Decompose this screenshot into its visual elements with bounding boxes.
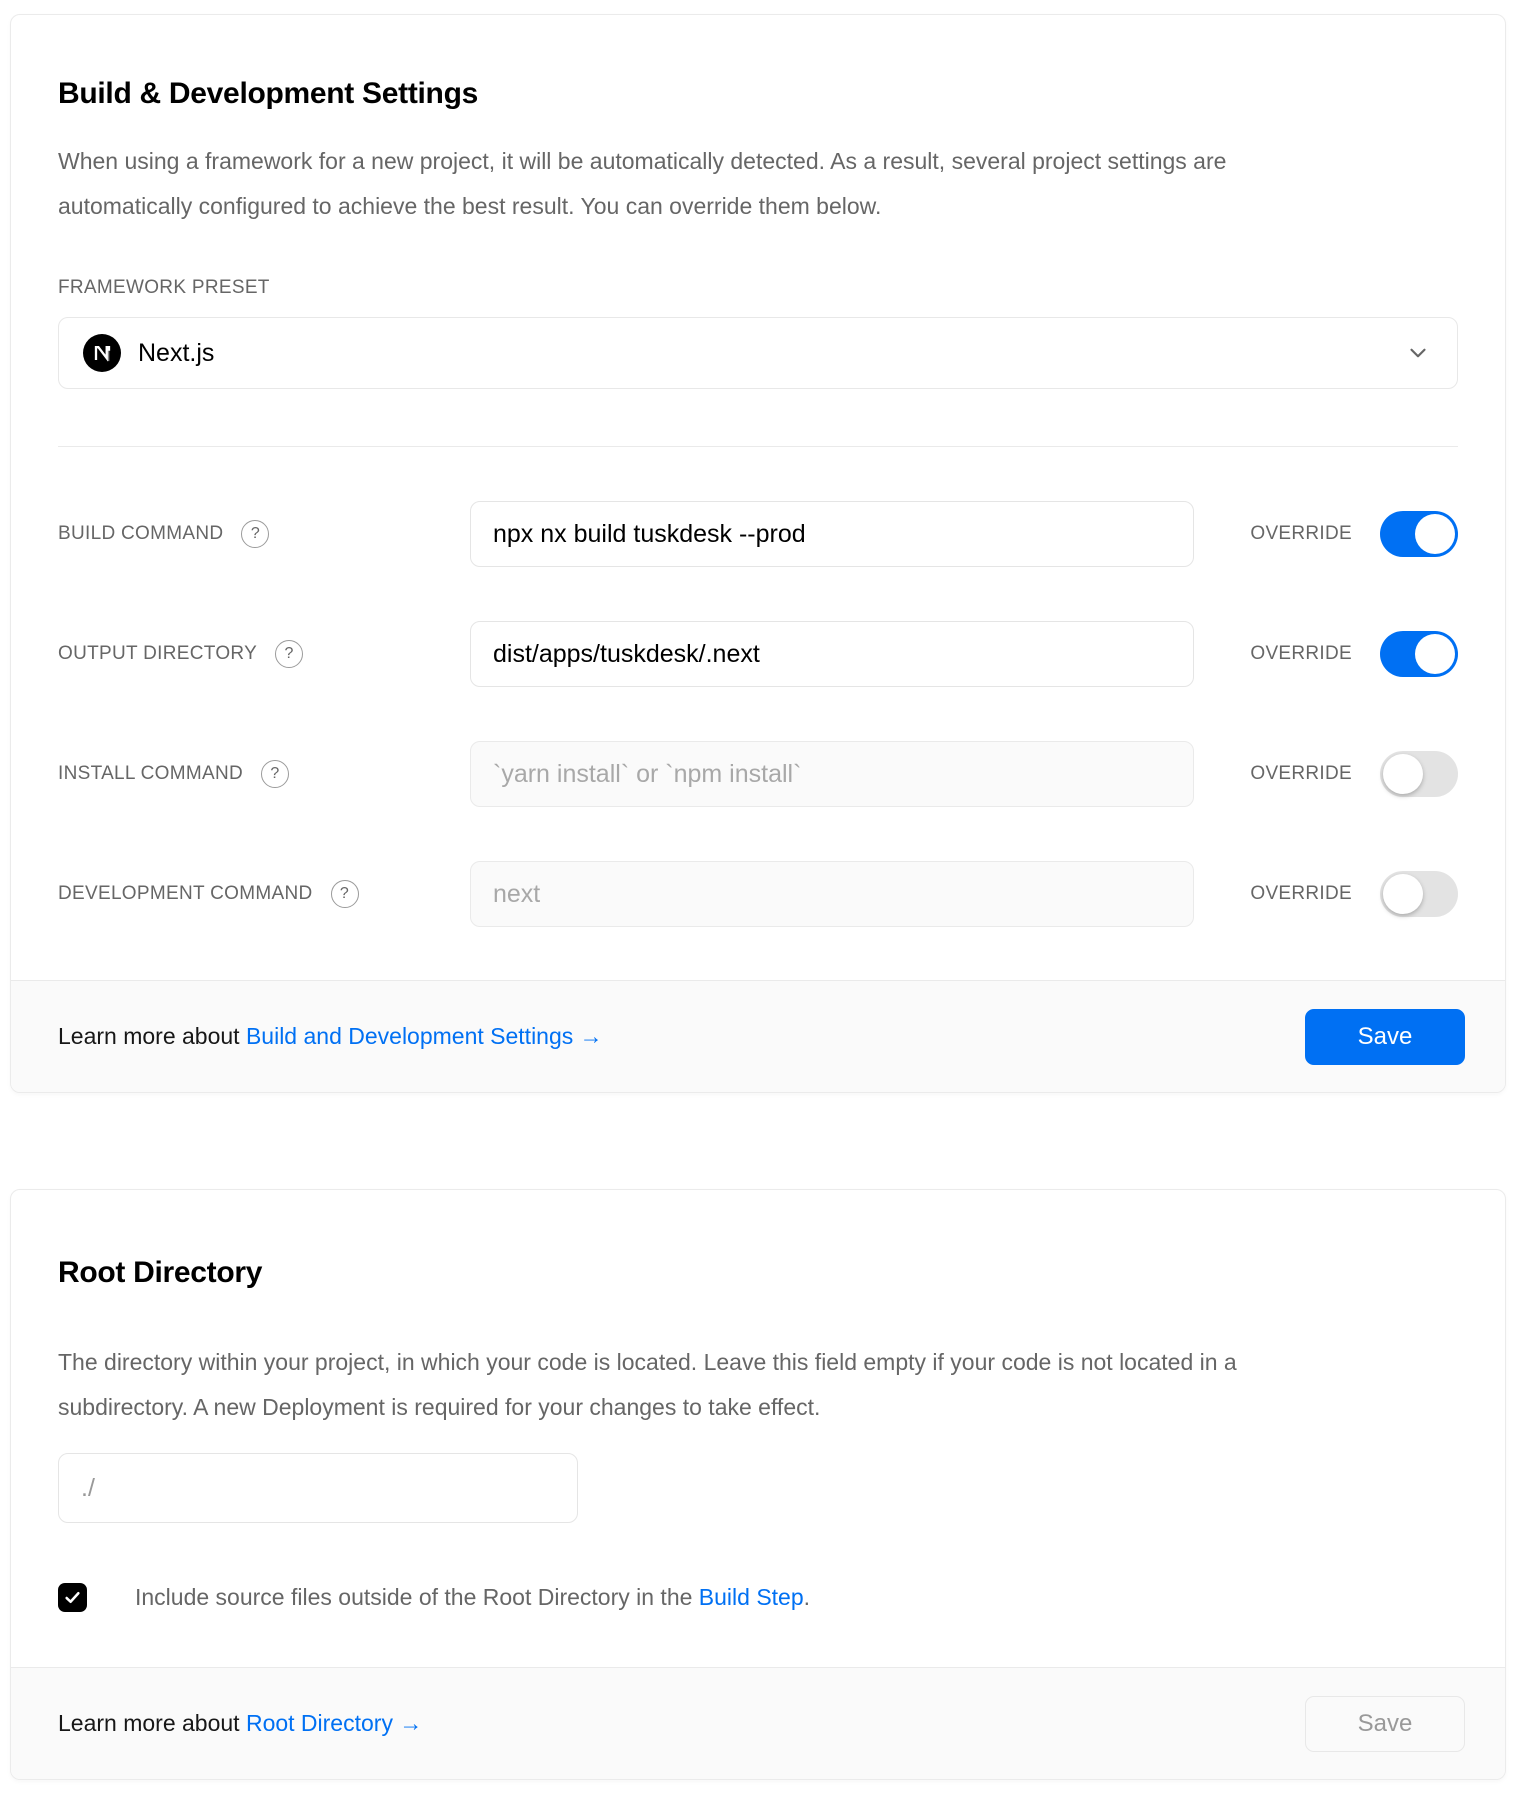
override-label: OVERRIDE [1250,523,1352,544]
checkmark-icon [64,1589,81,1606]
override-label: OVERRIDE [1250,883,1352,904]
development-command-input [470,861,1194,927]
question-circle-icon[interactable]: ? [241,520,269,548]
build-command-override-toggle[interactable] [1380,511,1458,557]
install-command-override-toggle[interactable] [1380,751,1458,797]
learn-more-text: Learn more about Root Directory → [58,1710,423,1736]
development-command-label: DEVELOPMENT COMMAND [58,883,313,904]
root-directory-description: The directory within your project, in which your code is located. Leave this field empty if your code is not located in a subdirectory. A new Deployment is required for your changes to take effect. [58,1349,1237,1420]
build-settings-footer [11,980,1505,1092]
root-directory-footer [11,1667,1505,1779]
override-label: OVERRIDE [1250,643,1352,664]
development-command-override-toggle[interactable] [1380,871,1458,917]
root-directory-card [10,1189,1506,1780]
question-circle-icon[interactable]: ? [331,880,359,908]
install-command-label: INSTALL COMMAND [58,763,244,784]
framework-preset-value: Next.js [138,338,215,367]
question-circle-icon[interactable]: ? [261,760,289,788]
section-divider [58,446,1458,447]
build-settings-save-button[interactable]: Save [1305,1009,1465,1065]
include-source-files-checkbox[interactable] [58,1583,87,1612]
override-label: OVERRIDE [1250,763,1352,784]
install-command-input [470,741,1194,807]
root-directory-title: Root Directory [58,1256,263,1289]
build-settings-card [10,14,1506,1093]
arrow-right-icon: → [579,1023,603,1049]
output-directory-row [58,621,1458,687]
build-settings-learn-more-link[interactable]: Build and Development Settings → [245,1023,603,1049]
include-source-files-label: Include source files outside of the Root Directory in the Build Step. [135,1584,811,1610]
framework-preset-select[interactable] [58,317,1458,389]
build-settings-title: Build & Development Settings [58,77,478,110]
build-command-input[interactable] [470,501,1194,567]
root-directory-learn-more-link[interactable]: Root Directory → [245,1710,423,1736]
question-circle-icon[interactable]: ? [275,640,303,668]
learn-more-text: Learn more about Build and Development Settings → [58,1023,603,1049]
chevron-down-icon [1405,340,1431,366]
include-source-files-row [58,1583,1458,1612]
output-directory-input[interactable] [470,621,1194,687]
output-directory-override-toggle[interactable] [1380,631,1458,677]
build-command-row [58,501,1458,567]
build-settings-description: When using a framework for a new project, it will be automatically detected. As a result, several project settings are automatically configured to achieve the best result. You can override them below. [58,148,1227,219]
build-step-link[interactable]: Build Step [698,1584,804,1610]
nextjs-logo-icon [83,334,121,372]
framework-preset-label: FRAMEWORK PRESET [58,277,270,298]
root-directory-input[interactable] [58,1453,578,1523]
output-directory-label: OUTPUT DIRECTORY [58,643,258,664]
development-command-row [58,861,1458,927]
build-command-label: BUILD COMMAND [58,523,224,544]
install-command-row [58,741,1458,807]
arrow-right-icon: → [399,1710,423,1736]
root-directory-save-button: Save [1305,1696,1465,1752]
